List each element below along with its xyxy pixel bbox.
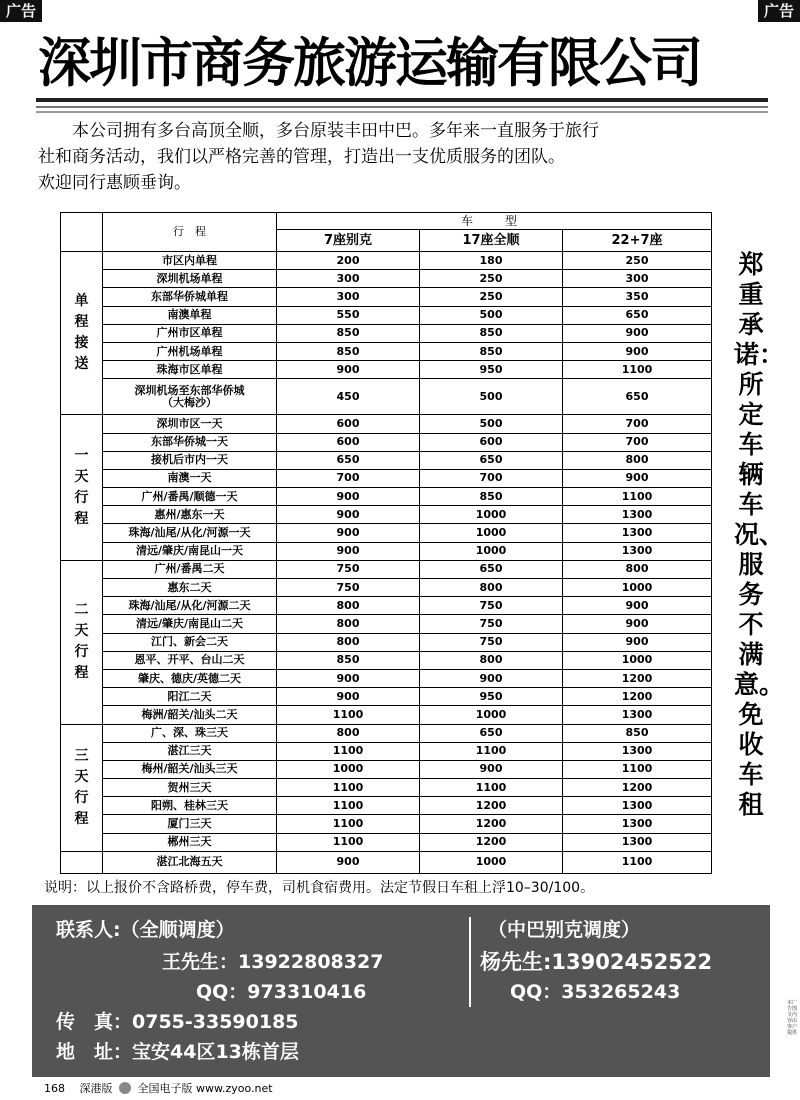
price-cell: 750 — [420, 633, 563, 651]
route-name: 广、深、珠三天 — [151, 726, 228, 740]
price-note: 说明：以上报价不含路桥费，停车费，司机食宿费用。法定节假日车租上浮10–30/100。 — [44, 880, 595, 896]
table-row — [61, 469, 712, 487]
price-cell: 650 — [563, 306, 712, 324]
vehicle-col-header: 7座别克 — [277, 230, 420, 252]
route-name: 东部华侨城一天 — [151, 435, 228, 449]
price-cell: 700 — [563, 433, 712, 451]
ad-tag-right: 广告 — [758, 0, 800, 22]
price-cell: 450 — [277, 379, 420, 415]
route-cell — [103, 579, 277, 597]
table-row — [61, 651, 712, 669]
price-cell: 1300 — [563, 815, 712, 833]
route-name: 广州机场单程 — [156, 344, 223, 358]
section-label — [61, 724, 103, 851]
site-label: 全国电子版 www.zyoo.net — [137, 1082, 273, 1095]
contact-qq-2: QQ：353265243 — [510, 981, 681, 1003]
price-cell: 850 — [277, 324, 420, 342]
price-cell: 250 — [420, 270, 563, 288]
price-cell: 1000 — [420, 506, 563, 524]
price-cell: 650 — [420, 724, 563, 742]
table-row — [61, 833, 712, 851]
section-label — [61, 252, 103, 415]
route-name: 广州/番禺二天 — [154, 562, 225, 576]
table-row — [61, 615, 712, 633]
price-cell: 850 — [420, 488, 563, 506]
price-table-body — [61, 252, 712, 874]
price-cell: 850 — [277, 651, 420, 669]
price-cell: 250 — [563, 252, 712, 270]
table-row — [61, 524, 712, 542]
price-cell: 800 — [563, 560, 712, 578]
price-cell: 800 — [277, 597, 420, 615]
table-row — [61, 742, 712, 760]
table-row — [61, 560, 712, 578]
route-cell — [103, 288, 277, 306]
route-name: 阳朔、桂林三天 — [151, 798, 228, 812]
route-cell — [103, 433, 277, 451]
intro-line-2: 社和商务活动，我们以严格完善的管理，打造出一支优质服务的团队。 — [38, 147, 565, 167]
price-cell: 1100 — [563, 851, 712, 873]
route-cell — [103, 469, 277, 487]
price-cell: 1300 — [563, 542, 712, 560]
intro-text — [38, 118, 768, 196]
price-cell: 800 — [420, 651, 563, 669]
route-name: 梅洲/韶关/汕头二天 — [141, 707, 238, 721]
route-cell — [103, 506, 277, 524]
route-cell — [103, 815, 277, 833]
price-cell: 750 — [420, 615, 563, 633]
price-cell: 850 — [563, 724, 712, 742]
route-cell — [103, 779, 277, 797]
route-cell — [103, 542, 277, 560]
table-row — [61, 270, 712, 288]
vehicle-col-header: 17座全顺 — [420, 230, 563, 252]
table-row — [61, 433, 712, 451]
route-cell — [103, 760, 277, 778]
price-cell: 650 — [563, 379, 712, 415]
section-label — [61, 851, 103, 873]
table-row — [61, 633, 712, 651]
price-cell: 300 — [277, 270, 420, 288]
fine-print: 本广告图文内容由客户提供 — [787, 1000, 798, 1036]
route-name: 深圳机场至东部华侨城 — [134, 383, 245, 397]
price-cell: 200 — [277, 252, 420, 270]
price-cell: 1100 — [563, 760, 712, 778]
route-cell — [103, 706, 277, 724]
company-title: 深圳市商务旅游运输有限公司 — [38, 32, 701, 94]
table-row — [61, 724, 712, 742]
table-row — [61, 506, 712, 524]
contact-panel — [32, 905, 770, 1077]
price-cell: 700 — [563, 415, 712, 433]
intro-line-1: 本公司拥有多台高顶全顺，多台原装丰田中巴。多年来一直服务于旅行 — [72, 121, 599, 141]
price-cell: 300 — [563, 270, 712, 288]
table-row — [61, 379, 712, 415]
table-row — [61, 706, 712, 724]
table-row — [61, 361, 712, 379]
ad-tag-left: 广告 — [0, 0, 42, 22]
price-cell: 750 — [420, 597, 563, 615]
table-row — [61, 797, 712, 815]
price-cell: 900 — [277, 488, 420, 506]
price-cell: 550 — [277, 306, 420, 324]
route-cell — [103, 524, 277, 542]
price-cell: 900 — [563, 615, 712, 633]
title-rule — [36, 111, 768, 113]
route-name: 恩平、开平、台山二天 — [134, 653, 245, 667]
title-rule — [36, 98, 768, 102]
route-name: 广州/番禺/顺德一天 — [141, 489, 238, 503]
price-cell: 600 — [420, 433, 563, 451]
route-cell — [103, 488, 277, 506]
price-cell: 1100 — [277, 779, 420, 797]
edition-badge-icon — [119, 1082, 131, 1094]
price-cell: 600 — [277, 433, 420, 451]
service-promise: 郑重承诺：所定车辆车况、服务不满意。免收车租 — [734, 250, 785, 819]
route-cell — [103, 833, 277, 851]
table-row — [61, 851, 712, 873]
price-cell: 1300 — [563, 524, 712, 542]
price-cell: 650 — [420, 451, 563, 469]
table-row — [61, 779, 712, 797]
price-cell: 800 — [277, 633, 420, 651]
price-cell: 1100 — [420, 742, 563, 760]
route-name: 珠海市区单程 — [156, 362, 223, 376]
route-cell — [103, 669, 277, 687]
table-row — [61, 342, 712, 360]
route-name: 珠海/汕尾/从化/河源一天 — [128, 526, 251, 540]
route-cell — [103, 724, 277, 742]
price-cell: 900 — [563, 597, 712, 615]
table-row — [61, 688, 712, 706]
price-cell: 1100 — [420, 779, 563, 797]
section-label-text: 单程接送 — [74, 293, 89, 373]
price-cell: 800 — [420, 579, 563, 597]
price-cell: 900 — [277, 688, 420, 706]
route-name: 惠州/惠东一天 — [154, 507, 225, 521]
route-cell — [103, 633, 277, 651]
contact-name-1: 王先生：13922808327 — [162, 951, 384, 973]
route-name: 江门、新会二天 — [151, 635, 228, 649]
route-cell — [103, 651, 277, 669]
price-cell: 900 — [563, 342, 712, 360]
route-cell — [103, 270, 277, 288]
route-cell — [103, 324, 277, 342]
price-cell: 750 — [277, 560, 420, 578]
price-cell: 300 — [277, 288, 420, 306]
route-cell — [103, 306, 277, 324]
route-name: 广州市区单程 — [156, 326, 223, 340]
price-cell: 900 — [277, 506, 420, 524]
table-row — [61, 760, 712, 778]
route-cell — [103, 560, 277, 578]
section-label-text: 二天行程 — [74, 602, 89, 682]
route-cell — [103, 342, 277, 360]
price-cell: 900 — [277, 361, 420, 379]
price-cell: 950 — [420, 361, 563, 379]
price-cell: 1300 — [563, 506, 712, 524]
route-cell — [103, 597, 277, 615]
price-cell: 1100 — [277, 706, 420, 724]
price-cell: 900 — [277, 669, 420, 687]
price-cell: 850 — [420, 342, 563, 360]
price-cell: 750 — [277, 579, 420, 597]
route-name-line2: （大梅沙） — [162, 395, 217, 409]
price-cell: 1200 — [420, 833, 563, 851]
table-row — [61, 415, 712, 433]
route-cell — [103, 252, 277, 270]
price-cell: 900 — [420, 760, 563, 778]
route-cell — [103, 379, 277, 415]
route-name: 阳江二天 — [167, 689, 212, 703]
price-cell: 650 — [277, 451, 420, 469]
edition-label: 深港版 — [79, 1082, 113, 1095]
title-rule — [36, 106, 768, 108]
price-cell: 900 — [277, 524, 420, 542]
route-name: 惠东二天 — [167, 580, 212, 594]
table-row — [61, 597, 712, 615]
route-cell — [103, 451, 277, 469]
route-cell — [103, 361, 277, 379]
route-name: 南澳单程 — [167, 308, 212, 322]
table-corner — [61, 213, 103, 252]
route-name: 梅州/韶关/汕头三天 — [141, 762, 238, 776]
table-row — [61, 488, 712, 506]
route-cell — [103, 851, 277, 873]
table-row — [61, 579, 712, 597]
route-name: 肇庆、德庆/英德二天 — [137, 671, 242, 685]
table-row — [61, 815, 712, 833]
price-cell: 900 — [277, 542, 420, 560]
price-cell: 1300 — [563, 742, 712, 760]
page-footer — [44, 1082, 273, 1096]
price-cell: 1000 — [420, 706, 563, 724]
route-name: 清远/肇庆/南昆山一天 — [135, 544, 244, 558]
route-name: 南澳一天 — [167, 471, 212, 485]
table-row — [61, 324, 712, 342]
fax-line: 传 真：0755-33590185 — [56, 1011, 299, 1033]
contact-divider — [469, 917, 471, 1007]
route-name: 湛江北海五天 — [156, 855, 223, 869]
price-cell: 1100 — [277, 797, 420, 815]
price-cell: 250 — [420, 288, 563, 306]
table-row — [61, 542, 712, 560]
price-cell: 1200 — [563, 688, 712, 706]
price-cell: 1200 — [420, 815, 563, 833]
price-cell: 1100 — [563, 488, 712, 506]
price-cell: 1200 — [563, 779, 712, 797]
price-cell: 1000 — [420, 524, 563, 542]
section-label — [61, 560, 103, 724]
bus-dispatch-label: （中巴别克调度） — [488, 919, 641, 941]
price-cell: 500 — [420, 415, 563, 433]
price-cell: 1100 — [277, 815, 420, 833]
price-cell: 1000 — [420, 542, 563, 560]
route-header: 行 程 — [103, 213, 277, 252]
price-cell: 1000 — [563, 651, 712, 669]
route-name: 清远/肇庆/南昆山二天 — [135, 616, 244, 630]
section-label — [61, 415, 103, 561]
price-cell: 1200 — [420, 797, 563, 815]
price-cell: 650 — [420, 560, 563, 578]
price-cell: 1100 — [563, 361, 712, 379]
route-cell — [103, 615, 277, 633]
route-cell — [103, 688, 277, 706]
price-cell: 500 — [420, 379, 563, 415]
intro-line-3: 欢迎同行惠顾垂询。 — [38, 173, 191, 193]
price-cell: 1100 — [277, 742, 420, 760]
price-cell: 900 — [563, 633, 712, 651]
price-cell: 600 — [277, 415, 420, 433]
price-cell: 1300 — [563, 706, 712, 724]
table-row — [61, 252, 712, 270]
price-cell: 1000 — [277, 760, 420, 778]
contact-label: 联系人:（全顺调度） — [56, 919, 235, 941]
table-row — [61, 669, 712, 687]
table-row — [61, 306, 712, 324]
price-cell: 350 — [563, 288, 712, 306]
price-cell: 1300 — [563, 797, 712, 815]
price-cell: 850 — [420, 324, 563, 342]
route-name: 贺州三天 — [167, 780, 212, 794]
route-name: 郴州三天 — [167, 835, 212, 849]
vehicle-type-header: 车 型 — [277, 213, 712, 230]
price-cell: 180 — [420, 252, 563, 270]
route-name: 接机后市内一天 — [151, 453, 228, 467]
price-cell: 800 — [277, 724, 420, 742]
vehicle-col-header: 22+7座 — [563, 230, 712, 252]
route-cell — [103, 742, 277, 760]
price-cell: 900 — [420, 669, 563, 687]
price-cell: 1100 — [277, 833, 420, 851]
table-row — [61, 288, 712, 306]
price-table — [60, 212, 712, 874]
price-cell: 700 — [420, 469, 563, 487]
price-cell: 900 — [277, 851, 420, 873]
contact-name-2: 杨先生:13902452522 — [480, 950, 713, 974]
route-name: 珠海/汕尾/从化/河源二天 — [128, 598, 251, 612]
price-cell: 500 — [420, 306, 563, 324]
section-label-text: 三天行程 — [74, 747, 89, 827]
price-cell: 800 — [277, 615, 420, 633]
price-cell: 1200 — [563, 669, 712, 687]
price-cell: 800 — [563, 451, 712, 469]
price-cell: 950 — [420, 688, 563, 706]
table-row — [61, 451, 712, 469]
price-cell: 850 — [277, 342, 420, 360]
route-name: 深圳市区一天 — [156, 416, 223, 430]
route-name: 厦门三天 — [167, 817, 212, 831]
address-line: 地 址：宝安44区13栋首层 — [56, 1041, 299, 1063]
route-cell — [103, 797, 277, 815]
price-cell: 1000 — [420, 851, 563, 873]
price-cell: 1000 — [563, 579, 712, 597]
contact-qq-1: QQ：973310416 — [196, 981, 367, 1003]
price-cell: 700 — [277, 469, 420, 487]
price-cell: 1300 — [563, 833, 712, 851]
route-name: 深圳机场单程 — [156, 271, 223, 285]
page-number: 168 — [44, 1082, 65, 1095]
route-name: 湛江三天 — [167, 744, 212, 758]
route-name: 东部华侨城单程 — [151, 289, 228, 303]
section-label-text: 一天行程 — [74, 447, 89, 527]
price-cell: 900 — [563, 324, 712, 342]
route-name: 市区内单程 — [162, 253, 217, 267]
route-cell — [103, 415, 277, 433]
price-cell: 900 — [563, 469, 712, 487]
